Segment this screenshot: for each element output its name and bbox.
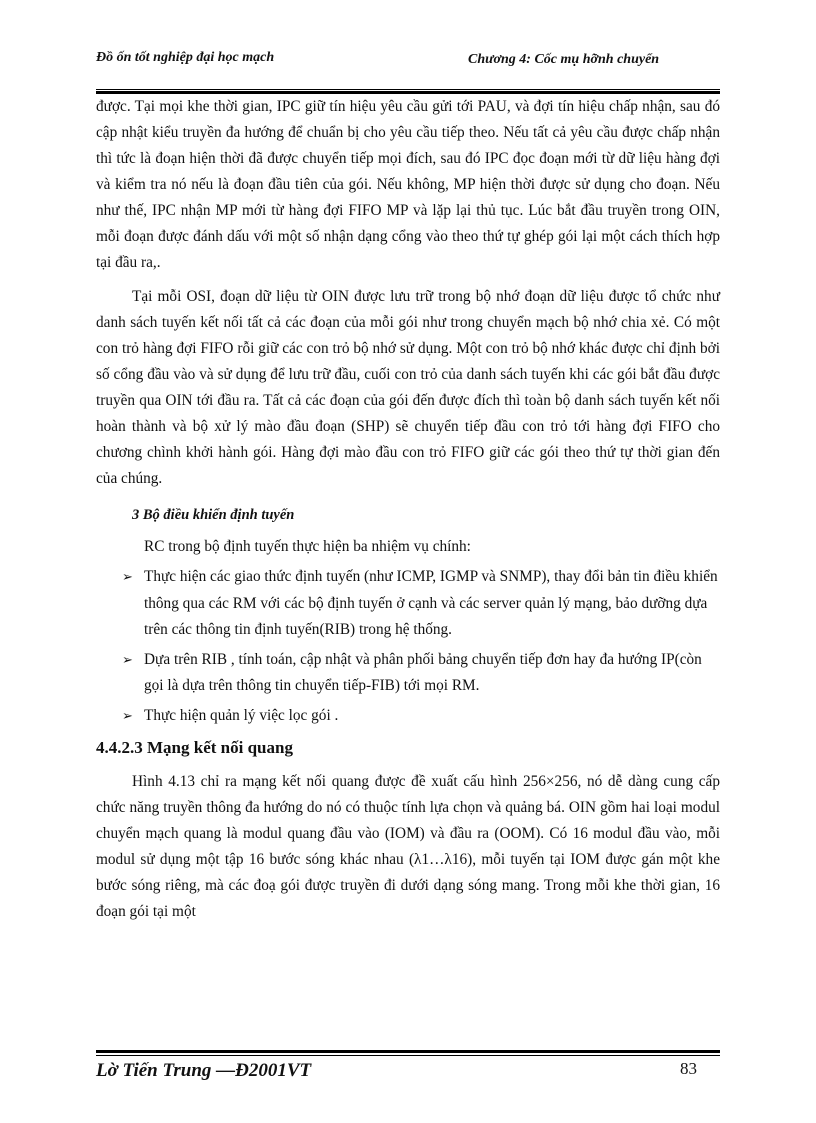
footer-rule-thick	[96, 1050, 720, 1053]
header-chapter-title: Chương 4: Cốc mụ hỡnh chuyển	[468, 52, 660, 67]
arrow-bullet-icon: ➢	[122, 569, 133, 584]
list-item	[96, 703, 720, 730]
subsection-heading: 3 Bộ điều khiển định tuyến	[132, 507, 295, 523]
arrow-bullet-icon: ➢	[122, 707, 133, 723]
page-body	[96, 94, 720, 925]
body-paragraph-1: được. Tại mọi khe thời gian, IPC giữ tín hiệu yêu cầu gửi tới PAU, và đợi tín hiệu chấp nhận, sau đó cập nhật kiểu truyền đa hướng để chuẩn bị cho yêu cầu tiếp theo. Nếu tất cả yêu cầu được chấp nhận thì tức là đoạn hiện thời đã được chuyển tiếp mọi đích, sau đó IPC đọc đoạn mới từ dữ liệu hàng đợi và kiểm tra nó nếu là đoạn đầu tiên của gói. Nếu không, MP hiện thời được sử dụng cho đoạn. Nếu như thế, IPC nhận MP mới từ hàng đợi FIFO MP và lặp lại thủ tục. Lúc bắt đầu truyền trong OIN, mỗi đoạn được đánh dấu với một số nhận dạng cổng vào theo thứ tự ghép gói lại một cách thích hợp tại đầu ra,.	[96, 98, 720, 271]
list-item	[96, 564, 720, 644]
footer-author: Lờ Tiến Trung —Đ2001VT	[96, 1060, 312, 1081]
header-rule-thin	[96, 89, 720, 90]
section-paragraph: Hình 4.13 chỉ ra mạng kết nối quang được đề xuất cấu hình 256×256, nó dễ dàng cung cấp chức năng truyền thông đa hướng do nó có thuộc tính lựa chọn và quảng bá. OIN gồm hai loại modul chuyển mạch quang là modul quang đầu vào (IOM) và đầu ra (OOM). Có 16 modul đầu vào, mỗi modul sử dụng một tập 16 bước sóng khác nhau (λ1…λ16), mỗi tuyến tại IOM được gán một khe bước sóng riêng, mà các đoạ gói được truyền đi dưới dạng sóng mang. Trong mỗi khe thời gian, 16 đoạn gói tại một	[96, 773, 720, 920]
section-heading: 4.4.2.3 Mạng kết nối quang	[96, 738, 293, 757]
list-item-text: Thực hiện các giao thức định tuyến (như ICMP, IGMP và SNMP), thay đổi bản tin điều khiển thông qua các RM với các bộ định tuyến ở cạnh và các server quản lý mạng, bảo dưỡng dựa trên các thông tin định tuyến(RIB) trong hệ thống.	[144, 568, 718, 638]
list-item-text: Thực hiện quản lý việc lọc gói .	[144, 706, 339, 724]
page-number: 83	[680, 1059, 697, 1078]
list-item	[96, 647, 720, 700]
body-paragraph-2: Tại mỗi OSI, đoạn dữ liệu từ OIN được lưu trữ trong bộ nhớ đoạn dữ liệu được tổ chức như danh sách tuyến kết nối tất cả các đoạn của mỗi gói như trong chuyển mạch bộ nhớ chia xẻ. Có một con trỏ hàng đợi FIFO rỗi giữ các con trỏ bộ nhớ sử dụng. Một con trỏ bộ nhớ khác được chỉ định bởi số cổng đầu vào và sử dụng để lưu trữ đầu, cuối con trỏ của danh sách tuyến khi các gói bắt đầu được truyền qua OIN tới đầu ra. Tất cả các đoạn của gói đến được đích thì toàn bộ danh sách tuyến kết nối hoàn thành và bộ xử lý mào đầu đoạn (SHP) sẽ chuyển tiếp đầu con trỏ tới hàng đợi FIFO cho chương chình khởi hành gói. Hàng đợi mào đầu con trỏ FIFO giữ các gói theo thứ tự thời gian đến của chúng.	[96, 288, 720, 487]
list-item-text: Dựa trên RIB , tính toán, cập nhật và phân phối bảng chuyển tiếp đơn hay đa hướng IP(còn gọi là dựa trên thông tin chuyển tiếp-FIB) tới mọi RM.	[144, 650, 702, 694]
arrow-bullet-icon: ➢	[122, 651, 133, 667]
subsection-intro: RC trong bộ định tuyến thực hiện ba nhiệm vụ chính:	[144, 538, 471, 555]
header-left-title: Đồ ốn tốt nghiệp đại học mạch	[96, 50, 275, 65]
footer-rule-thin	[96, 1055, 720, 1056]
bullet-list	[96, 564, 720, 729]
